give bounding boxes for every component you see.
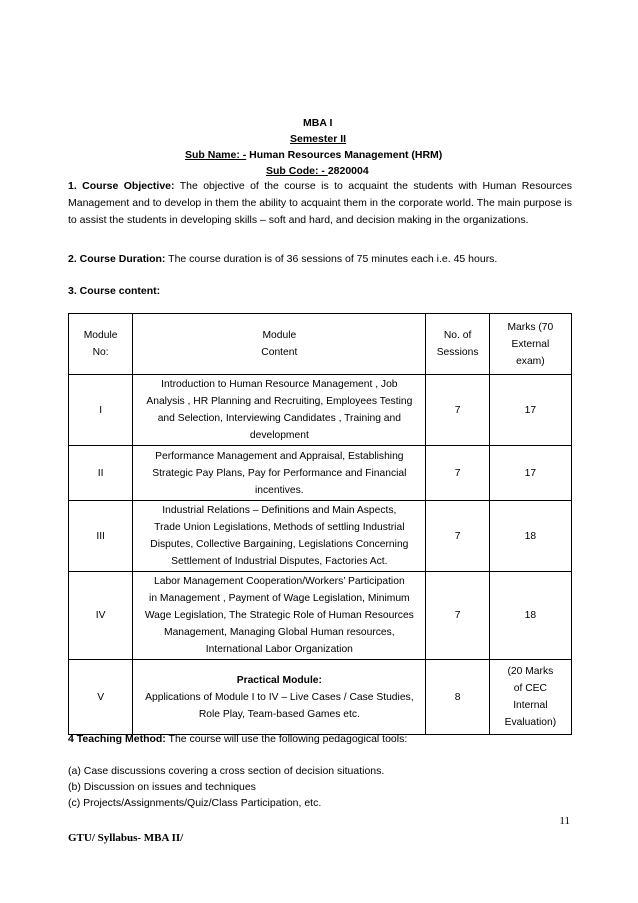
header-module-no: Module No: xyxy=(69,314,133,375)
module-sessions: 7 xyxy=(426,572,489,660)
table-row xyxy=(69,660,572,735)
module-marks: 18 xyxy=(489,501,571,572)
module-sessions: 7 xyxy=(426,501,489,572)
course-content-heading: 3. Course content: xyxy=(68,285,161,297)
list-item: (a) Case discussions covering a cross section of decision situations. xyxy=(68,765,385,777)
module-marks: 17 xyxy=(489,375,571,446)
module-sessions: 8 xyxy=(426,660,489,735)
subject-code-value: 2820004 xyxy=(327,165,369,177)
duration-text: The course duration is of 36 sessions of 75 minutes each i.e. 45 hours. xyxy=(165,253,498,265)
table-header-row xyxy=(69,314,572,375)
objective-heading: 1. Course Objective: xyxy=(68,180,175,192)
teaching-tools-list xyxy=(68,763,384,811)
header-marks: Marks (70 External exam) xyxy=(489,314,571,375)
table-row xyxy=(69,572,572,660)
subject-code xyxy=(266,165,369,177)
module-no: V xyxy=(69,660,133,735)
module-no: I xyxy=(69,375,133,446)
course-content-table xyxy=(68,313,572,735)
objective-text: The objective of the course is to acquaint the students with Human Resources Management and to develop in them the ability to acquaint them in the corporate world. The main purpose is to assist the students in developing skills – soft and hard, and decision making in the organizations. xyxy=(68,180,572,226)
program-title: MBA I xyxy=(303,117,333,129)
module-content: Industrial Relations – Definitions and Main Aspects, Trade Union Legislations, Methods of settling Industrial Disputes, Collective Bargaining, Legislations Concerning Settlement of Industrial Disputes, Factories Act. xyxy=(133,501,426,572)
list-item: (c) Projects/Assignments/Quiz/Class Participation, etc. xyxy=(68,797,322,809)
module-content: Performance Management and Appraisal, Establishing Strategic Pay Plans, Pay for Performance and Financial incentives. xyxy=(133,446,426,501)
teaching-method xyxy=(68,731,572,748)
module-no: IV xyxy=(69,572,133,660)
table-row xyxy=(69,501,572,572)
course-duration xyxy=(68,251,572,268)
practical-module-title: Practical Module: xyxy=(236,674,322,686)
module-sessions: 7 xyxy=(426,375,489,446)
module-no: III xyxy=(69,501,133,572)
module-content: Labor Management Cooperation/Workers’ Participation in Management , Payment of Wage Legislation, Minimum Wage Legislation, The Strategic Role of Human Resources Management, Managing Global Human resources, International Labor Organization xyxy=(133,572,426,660)
table-row xyxy=(69,375,572,446)
header-sessions: No. of Sessions xyxy=(426,314,489,375)
module-marks: (20 Marks of CEC Internal Evaluation) xyxy=(489,660,571,735)
page-number: 11 xyxy=(559,815,570,827)
module-content: Practical Module: Applications of Module I to IV – Live Cases / Case Studies, Role Play, Team-based Games etc. xyxy=(133,660,426,735)
subject-name-value: Human Resources Management (HRM) xyxy=(246,149,443,161)
subject-name-label: Sub Name: - xyxy=(185,149,247,161)
module-content: Introduction to Human Resource Management , Job Analysis , HR Planning and Recruiting, Employees Testing and Selection, Interviewing Candidates , Training and development xyxy=(133,375,426,446)
module-no: II xyxy=(69,446,133,501)
module-sessions: 7 xyxy=(426,446,489,501)
table-row xyxy=(69,446,572,501)
semester-title: Semester II xyxy=(290,133,347,145)
list-item: (b) Discussion on issues and techniques xyxy=(68,781,256,793)
subject-name xyxy=(185,149,442,161)
module-marks: 18 xyxy=(489,572,571,660)
page-footer: GTU/ Syllabus- MBA II/ xyxy=(68,832,184,844)
duration-heading: 2. Course Duration: xyxy=(68,253,166,265)
header-module-content: Module Content xyxy=(133,314,426,375)
subject-code-label: Sub Code: - xyxy=(266,165,328,177)
teaching-heading: 4 Teaching Method: xyxy=(68,733,166,745)
teaching-text: The course will use the following pedagogical tools: xyxy=(165,733,408,745)
module-marks: 17 xyxy=(489,446,571,501)
course-objective xyxy=(68,178,572,229)
